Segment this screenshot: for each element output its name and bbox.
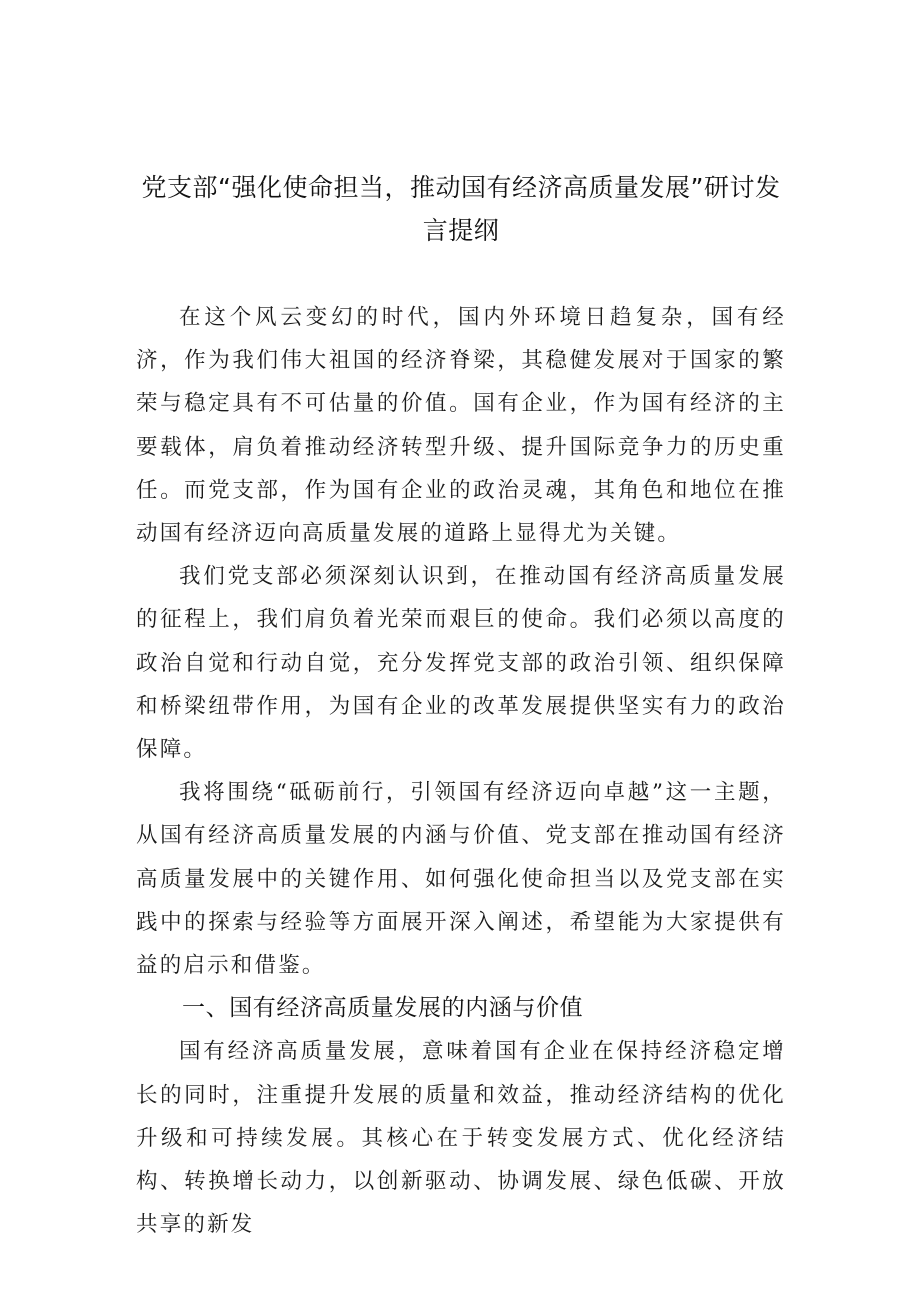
paragraph-intro: 在这个风云变幻的时代，国内外环境日趋复杂，国有经济，作为我们伟大祖国的经济脊梁，其稳健发展对于国家的繁荣与稳定具有不可估量的价值。国有企业，作为国有经济的主要载体，肩负着推动经济转型升级、提升国际竞争力的历史重任。而党支部，作为国有企业的政治灵魂，其角色和地位在推动国有经济迈向高质量发展的道路上显得尤为关键。 [136,305,786,547]
title-line-1: 党支部“强化使命担当，推动国有经济高质量发展”研讨发 [141,173,781,202]
document-body [136,296,786,1246]
paragraph-section-1: 国有经济高质量发展，意味着国有企业在保持经济稳定增长的同时，注重提升发展的质量和效益，推动经济结构的优化升级和可持续发展。其核心在于转变发展方式、优化经济结构、转换增长动力，以创新驱动、协调发展、绿色低碳、开放共享的新发 [136,1039,786,1238]
section-heading-1: 一、国有经济高质量发展的内涵与价值 [182,995,584,1022]
paragraph-outline: 我将围绕“砥砺前行，引领国有经济迈向卓越”这一主题，从国有经济高质量发展的内涵与价值、党支部在推动国有经济高质量发展中的关键作用、如何强化使命担当以及党支部在实践中的探索与经验等方面展开深入阐述，希望能为大家提供有益的启示和借鉴。 [136,780,786,979]
document-title [136,166,786,252]
paragraph-mission: 我们党支部必须深刻认识到，在推动国有经济高质量发展的征程上，我们肩负着光荣而艰巨的使命。我们必须以高度的政治自觉和行动自觉，充分发挥党支部的政治引领、组织保障和桥梁纽带作用，为国有企业的改革发展提供坚实有力的政治保障。 [136,564,786,763]
title-line-2: 言提纲 [422,216,500,245]
